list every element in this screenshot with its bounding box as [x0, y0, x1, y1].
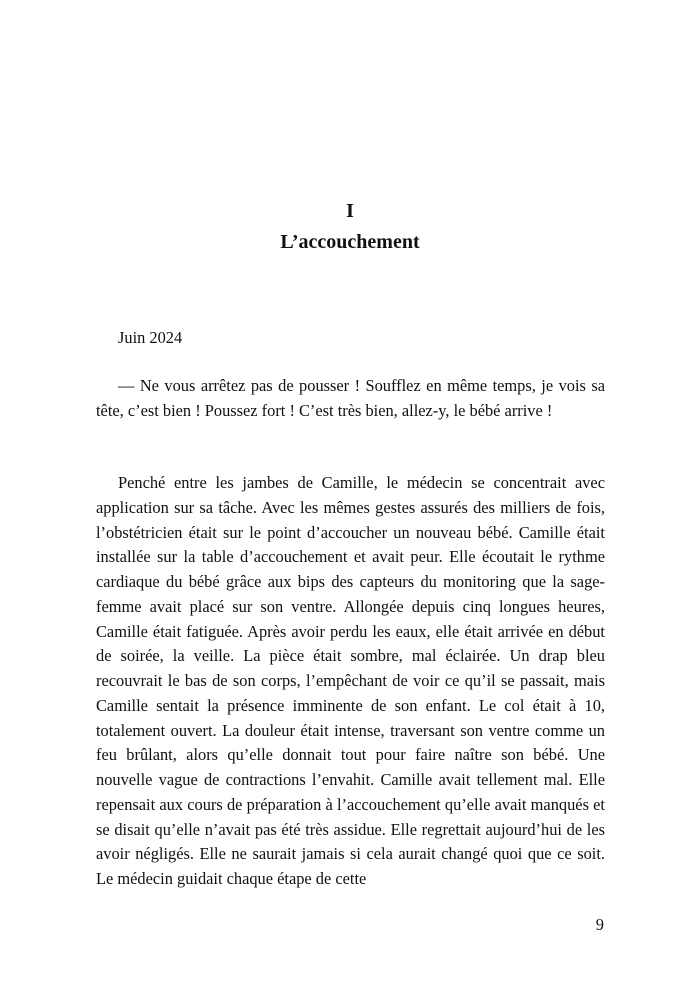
- dialogue-paragraph: — Ne vous arrêtez pas de pousser ! Soufflez en même temps, je vois sa tête, c’est bien ! Poussez fort ! C’est très bien, allez-y, le bébé arrive !: [96, 376, 605, 420]
- chapter-number: I: [346, 200, 354, 222]
- date-line: Juin 2024: [118, 328, 183, 347]
- chapter-title: L’accouchement: [280, 231, 420, 253]
- page-number: 9: [595, 915, 604, 934]
- narrative-paragraph: Penché entre les jambes de Camille, le médecin se concentrait avec application sur sa tâche. Avec les mêmes gestes assurés des milliers de fois, l’obstétricien était sur le point d’accoucher un nouveau bébé. Camille était installée sur la table d’accouchement et avait peur. Elle écoutait le rythme cardiaque du bébé grâce aux bips des capteurs du monitoring que la sage-femme avait placé sur son ventre. Allongée depuis cinq longues heures, Camille était fatiguée. Après avoir perdu les eaux, elle était arrivée en début de soirée, la veille. La pièce était sombre, mal éclairée. Un drap bleu recouvrait le bas de son corps, l’empêchant de voir ce qu’il se passait, mais Camille sentait la présence imminente de son enfant. Le col était à 10, totalement ouvert. La douleur était intense, traversant son ventre comme un feu brûlant, alors qu’elle donnait tout pour faire naître son bébé. Une nouvelle vague de contractions l’envahit. Camille avait tellement mal. Elle repensait aux cours de préparation à l’accouchement qu’elle avait manqués et se disait qu’elle n’avait pas été très assidue. Elle regrettait aujourd’hui de les avoir négligés. Elle ne saurait jamais si cela aurait changé quoi que ce soit. Le médecin guidait chaque étape de cette: [96, 473, 605, 888]
